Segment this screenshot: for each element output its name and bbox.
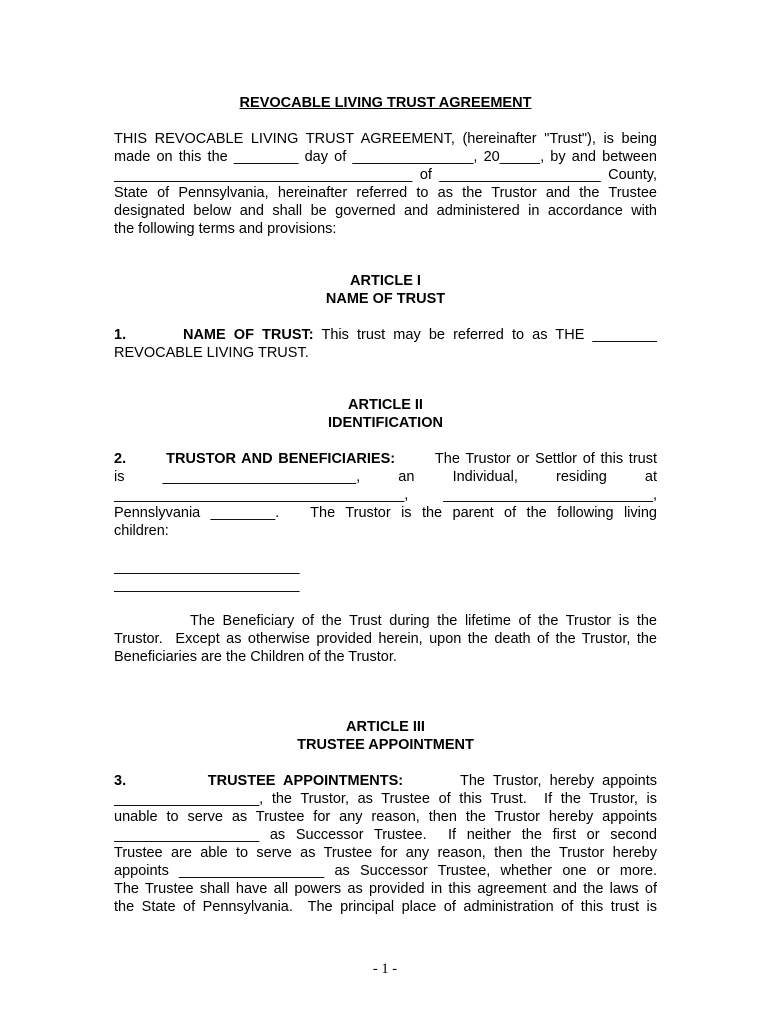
intro-line: _____________________________________ of ____________________ County, (114, 167, 657, 183)
section-1-line: REVOCABLE LIVING TRUST. (114, 345, 309, 361)
intro-line: the following terms and provisions: (114, 221, 337, 237)
section-3-line (114, 772, 657, 790)
section-3-line: __________________, the Trustor, as Trustee of this Trust. If the Trustor, is (114, 791, 657, 807)
intro-line: designated below and shall be governed and administered in accordance with (114, 203, 657, 219)
child-name-blank: _______________________ (114, 559, 300, 575)
section-1-text: This trust may be referred to as THE ________ (321, 327, 657, 343)
intro-line: State of Pennsylvania, hereinafter referred to as the Trustor and the Trustee (114, 185, 657, 201)
section-3-line: unable to serve as Trustee for any reason, then the Trustor hereby appoints (114, 809, 657, 825)
intro-paragraph (114, 130, 657, 238)
section-2-line: ____________________________________, __________________________, (114, 487, 657, 503)
section-3-line: __________________ as Successor Trustee. If neither the first or second (114, 827, 657, 843)
section-2-line (114, 450, 657, 468)
section-2-text: The Trustor or Settlor of this trust (434, 451, 657, 467)
section-2-number: 2. (114, 451, 127, 467)
page-number: - 1 - (372, 961, 398, 977)
section-2-paragraph (114, 450, 657, 540)
section-3-line: The Trustee shall have all powers as provided in this agreement and the laws of (114, 881, 657, 897)
section-3-text: The Trustor, hereby appoints (459, 773, 657, 789)
section-2-line: Pennslyvania ________. The Trustor is the parent of the following living (114, 505, 657, 521)
section-1-paragraph (114, 326, 657, 362)
article-1-number: ARTICLE I (350, 273, 421, 289)
section-2-title: TRUSTOR AND BENEFICIARIES: (166, 451, 396, 467)
section-2-line: is ________________________, an Individual, residing at (114, 469, 657, 485)
children-list (114, 558, 657, 594)
intro-line: made on this the ________ day of _______________, 20_____, by and between (114, 149, 657, 165)
section-3-paragraph (114, 772, 657, 916)
child-name-blank: _______________________ (114, 577, 300, 593)
article-3-number: ARTICLE III (346, 719, 425, 735)
section-3-number: 3. (114, 773, 127, 789)
beneficiary-paragraph (114, 612, 657, 666)
section-3-line: the State of Pennsylvania. The principal place of administration of this trust is (114, 899, 657, 915)
article-2-number: ARTICLE II (348, 397, 423, 413)
article-3-name: TRUSTEE APPOINTMENT (297, 737, 474, 753)
intro-line: THIS REVOCABLE LIVING TRUST AGREEMENT, (hereinafter "Trust"), is being (114, 131, 657, 147)
document-body (114, 94, 657, 916)
section-1-title: NAME OF TRUST: (182, 327, 314, 343)
beneficiary-line: Trustor. Except as otherwise provided herein, upon the death of the Trustor, the (114, 631, 657, 647)
section-3-line: appoints __________________ as Successor Trustee, whether one or more. (114, 863, 657, 879)
section-3-line: Trustee are able to serve as Trustee for any reason, then the Trustor hereby (114, 845, 657, 861)
article-1-name: NAME OF TRUST (325, 291, 446, 307)
beneficiary-line: Beneficiaries are the Children of the Trustor. (114, 649, 397, 665)
article-2-name: IDENTIFICATION (328, 415, 443, 431)
section-1-line (114, 326, 657, 344)
section-2-line: children: (114, 523, 169, 539)
section-3-title: TRUSTEE APPOINTMENTS: (207, 773, 404, 789)
section-1-number: 1. (114, 327, 127, 343)
document-title: REVOCABLE LIVING TRUST AGREEMENT (239, 95, 532, 111)
beneficiary-line: The Beneficiary of the Trust during the lifetime of the Trustor is the (114, 613, 657, 629)
